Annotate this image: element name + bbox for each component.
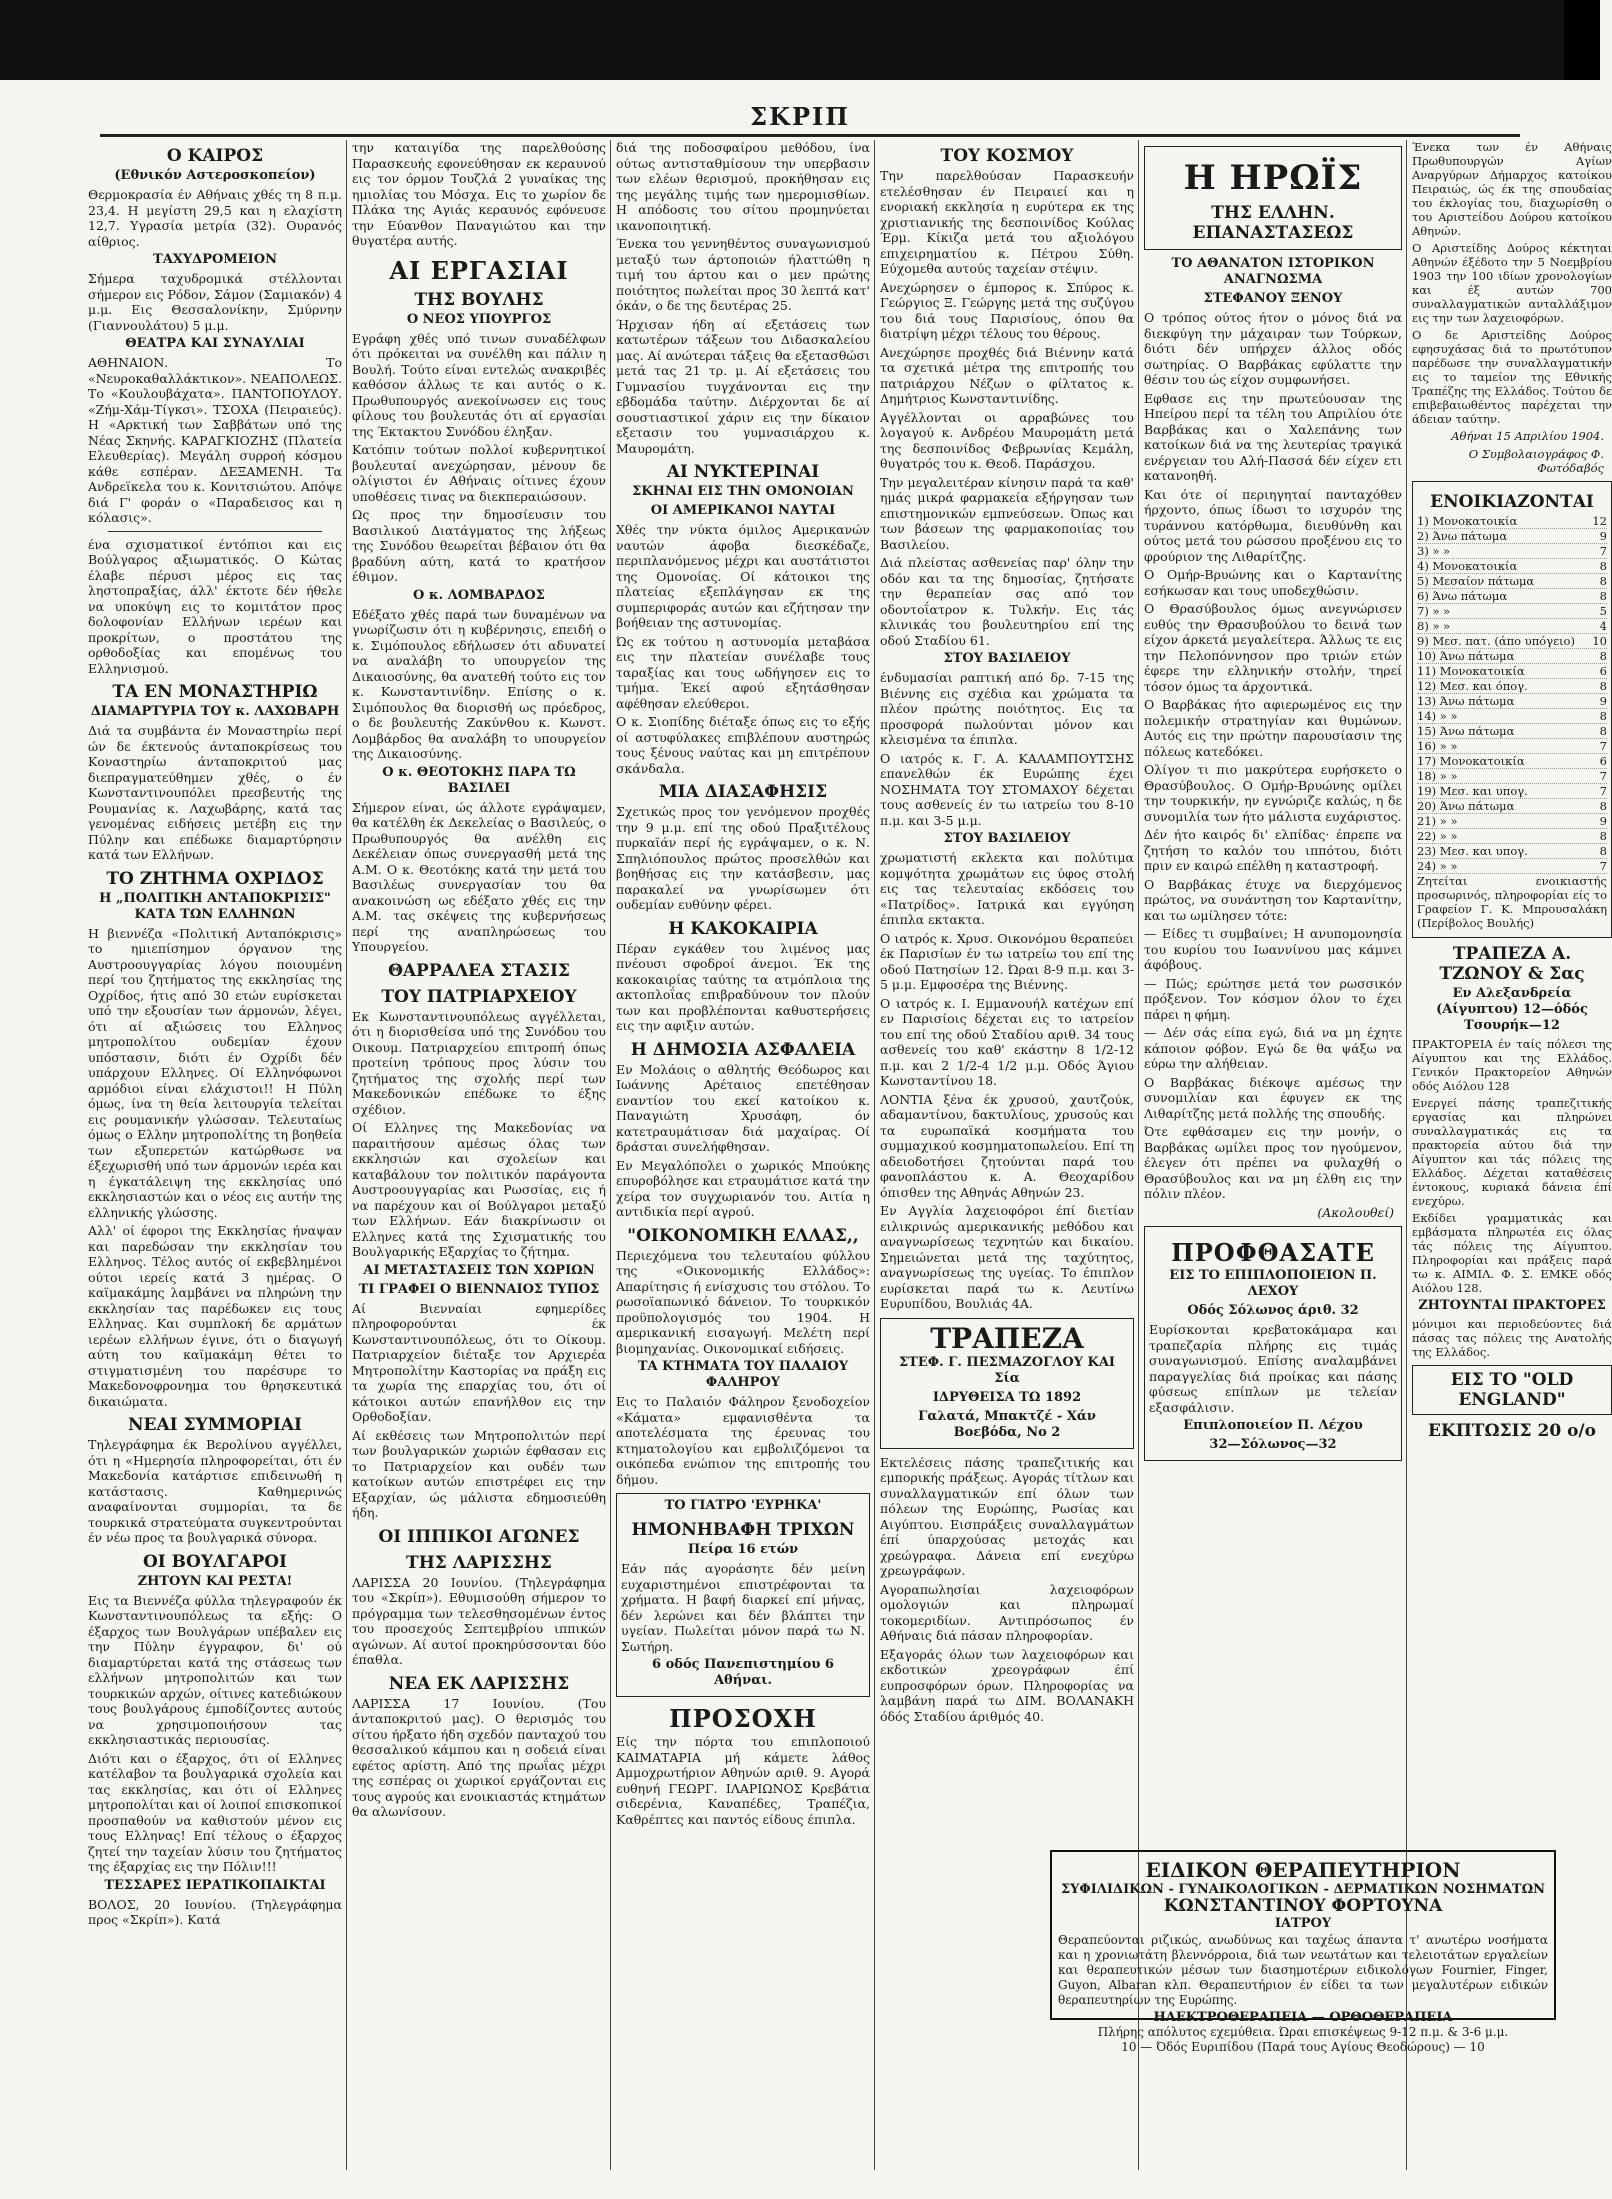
furniture-address: Οδός Σόλωνος άριθ. 32 xyxy=(1187,1303,1359,1318)
parliament-heading: ΑΙ ΕΡΓΑΣΙΑΙ xyxy=(389,255,569,285)
furniture-number: 32—Σόλωνος—32 xyxy=(1209,1437,1337,1452)
doctor-ad-text: Ο ιατρός κ. Γ. Α. ΚΑΛΑΜΠΟΥΤΣΗΣ επανελθών έκ Ευρώπης έχει ΝΟΣΗΜΑΤΑ ΤΟΥ ΣΤΟΜΑΧΟΥ δέχεται τους ασθενείς έν τω ιατρείω του 8-10 π.μ. και 3-5 μ.μ. xyxy=(880,750,1134,828)
rental-item-left xyxy=(1417,859,1458,873)
rental-item-number: 7) xyxy=(1417,604,1429,618)
minister-text-2: Κατόπιν τούτων πολλοί κυβερνητικοί βουλευταί ανεχώρησαν, μένουν δε ολίγιστοι έν Αθήναις οίτινες έχουν υποθέσεις τινας να διεκπεραιώσουν. xyxy=(352,442,606,504)
theotokis-text: Σήμερον είναι, ώς άλλοτε εγράψαμεν, θα κατέλθη έκ Δεκελείας ο Βασιλεύς, ο Πρωθυπουργός θα ανέλθη εις Δεκέλειαν όπως συνεργασθή μετά της Α.Μ. Ο κ. Θεοτόκης κατά την μετά του Βασιλέως συνεργασίαν του θα ανακοινώση ως εδέξατο χθές εις την Α.Μ. τας σκέψεις της κυβερνήσεως περί της αναπληρώσεως του Υπουργείου. xyxy=(352,799,606,954)
rental-item-number: 12) xyxy=(1417,679,1437,693)
rental-item-value: 8 xyxy=(1599,724,1607,738)
rental-item-value: 8 xyxy=(1599,829,1607,843)
rental-item-number: 13) xyxy=(1417,694,1437,708)
world-text: Την παρελθούσαν Παρασκευήν ετελέσθησαν έν Πειραιεί και η ενοριακή εκκλησία η ευρύτερα εκ της χριστιανικής της δεσποινίδος Κούλας Έρμ. Κίκιζα μετά του αξιολόγου επιχειρηματίου κ. Πέτρου Σύθη. Εύχομεθα αυτούς ταχείαν στέψιν. xyxy=(880,168,1134,276)
patriarchate-text-2: Οί Ελληνες της Μακεδονίας να παραιτήσουν αμέσως όλας των εκκλησιών και σχολείων και καταβάλουν τον πολιτικόν παράγοντα Αυστροουγγαρίας και Ρωσσίας, εις ή να παρέχουν και οί Βούλγαροι μεταξύ των Ελλήνων. Εάν διακρίνωσιν οι Ελληνες κατά της Σχισματικής του Βουλγαρικής Εξαρχίας το ζήτημα. xyxy=(352,1120,606,1259)
rental-item-left xyxy=(1417,619,1450,633)
rental-item-value: 7 xyxy=(1599,739,1607,753)
parliament-heading-2: ΤΗΣ ΒΟΥΛΗΣ xyxy=(414,289,544,310)
bank-ad xyxy=(880,1318,1134,1449)
serial-text-6: Ο Βαρβάκας ήτο αφιερωμένος εις την πολεμικήν στρατηγίαν και θυμώνων. Αυτός εις την πρώτην παρουσίασιν της πόλεως κατεδόκει. xyxy=(1144,697,1402,759)
rental-item-value: 5 xyxy=(1599,604,1607,618)
rental-item xyxy=(1417,544,1607,559)
clinic-ad xyxy=(1050,1850,1556,2054)
rental-item xyxy=(1417,814,1607,829)
larissa-heading: ΝΕΑ ΕΚ ΛΑΡΙΣΣΗΣ xyxy=(388,1673,570,1694)
rental-item-label: » » xyxy=(1432,604,1451,618)
serial-text-2: Εφθασε εις την πρωτεύουσαν της Ηπείρου περί τα τέλη του Απριλίου ότε Βαρβάκας και ο Χαλεπάνης των κατοίκων διά να της λευτερίας τραγικά ενέργειαν του Αλή-Πασσά δέν είχεν ετι κατανοηθή. xyxy=(1144,390,1402,483)
rental-item-number: 5) xyxy=(1417,574,1429,588)
serial-text-3: Και ότε οί περιηγηταί πανταχόθεν ήρχοντο, όπως ίδωσι το ισχυρόν της τυράννου κατόρθωμα, διευθύνθη και ούτος μετά του ρώσσου προξένου εις το φρούριον της Λιθαρίτζης. xyxy=(1144,486,1402,564)
rental-item-label: Μεσ. και όπογ. xyxy=(1439,679,1528,693)
rental-item-label: Άνω πάτωμα xyxy=(1439,694,1515,708)
world-text-3: Ανεχώρησε προχθές διά Βιέννην κατά τα σχετικά μέτρα της επιτροπής του πατριάρχου Νέζων ο φίλτατος κ. Δημήτριος Κωνσταντινίδης. xyxy=(880,344,1134,406)
tzon-bank-agencies: ΠΡΑΚΤΟΡΕΙΑ έν ταίς πόλεσι της Αίγυπτου και της Ελλάδος. Γενικόν Πρακτορείον Αθηνών οδός Αιόλου 128 xyxy=(1412,1037,1612,1093)
king-store-text-2: χρωματιστή εκλεκτα και πολύτιμα κομψότητα χρωμάτων εις ύφος στολή εις τας τελευταίας εκδόσεις του «Πατρίδος». Ιατρικά και εγγύηση έπιπλα εκτακτα. xyxy=(880,850,1134,927)
rental-item-number: 9) xyxy=(1417,634,1429,648)
harvest-text: διά της ποδοσφαίρου μεθόδου, ίνα ούτως αντισταθμίσουν την υπερβασιν των ελέων θερισμού, προκήθησαν εις της μεγάλης τιμής των ημερομισθίων. Η απόδοσις του σίτου προμηνύεται ικανοποιητική. xyxy=(616,140,870,233)
rental-item xyxy=(1417,604,1607,619)
rental-item xyxy=(1417,649,1607,664)
column-rule xyxy=(346,140,347,2170)
rental-item-left xyxy=(1417,799,1514,813)
bank-text-2: Αγοραπωλησίαι λαχειοφόρων ομολογιών και πληρωμαί τοκομεριδίων. Αντιπρόσωπος έν Αθήναις διά πάσαν πληροφορίαν. xyxy=(880,1581,1134,1643)
bank-heading: ΤΡΑΠΕΖΑ xyxy=(930,1321,1084,1355)
rentals-heading: ΕΝΟΙΚΙΑΖΟΝΤΑΙ xyxy=(1430,492,1594,512)
rental-item-number: 11) xyxy=(1417,664,1437,678)
rental-item-left xyxy=(1417,709,1458,723)
rental-item-value: 8 xyxy=(1599,559,1607,573)
rental-item-left xyxy=(1417,829,1458,843)
world-text-5: Την μεγαλειτέραν κίνησιν παρά τα καθ' ημάς μικρά φαρμακεία εξήργησαν των επιστημονικών εμπνεύσεων. Όπως και των βάσεων της φαρμακοποιίας του Βασιλείου. xyxy=(880,474,1134,552)
night-text-3: Ο κ. Σιοπίδης διέταξε όπως εις το εξής οί αστυφύλακες επιβλέπουν αυστηρώς τους ξένους ναύτας και μη επιτρέπουν σκάνδαλα. xyxy=(616,714,870,776)
bad-weather-text: Πέραν εγκάθεν του λιμένος μας πνέουσι σφοδροί άνεμοι. Έκ της κακοκαιρίας ταύτης τα ατμόπλοια της ακτοπλοΐας επιβραδύνουν τον πλούν των και προβλέπονται καθυστερήσεις εις την αφιξιν αυτών. xyxy=(616,940,870,1033)
lombard-heading: Ο κ. ΛΟΜΒΑΡΔΟΣ xyxy=(413,587,545,603)
serial-text-4: Ο Ομήρ-Βρυώνης και ο Καρτανίτης εσήκωσαν και τους υποδεχθώσιν. xyxy=(1144,567,1402,598)
rental-item-left xyxy=(1417,589,1507,603)
night-heading-2: ΣΚΗΝΑΙ ΕΙΣ ΤΗΝ ΟΜΟΝΟΙΑΝ xyxy=(632,484,854,499)
lombard-text: Εδέξατο χθές παρά των δυναμένων να γνωρίζωσιν ότι η κυβέρνησις, επειδή ο κ. Σιμόπουλος εδήλωσεν ότι αδυνατεί να αναλάβη το υπουργείον της Δικαιοσύνης, θα ανατεθή τούτο εις τον κ. Κωνσταντινίδην. Επίσης ο κ. Σιμόπουλος θα διορισθή ως πρόεδρος, ο δε βουλευτής Ζακύνθου κ. Κωνστ. Λομβάρδος θα αναλάβη το υπουργείον της Δικαιοσύνης. xyxy=(352,606,606,761)
ochrid-text-2: Αλλ' οί έφοροι της Εκκλησίας ήναψαν και παρεδώσαν την εκκλησίαν του Ελληνος. Τέλος αυτός οί εκβεβλημένοι ούτοι ιερείς κατά 3 ημέρας. Ο καϊμακάμης λαμβάνει να πληρώνη την εκκλησίαν τας παρέδωκεν εις τους Ελληνας. Και συμπλοκή δε αρμάτων ιερέων ελλήνων έγινε, ότι ο διαγωγή αύτη του καϊμακάμη θέτει το στιγματισμένη του παρέσυρε το Μακεδονοφρονημα του θρησκευτικά δικαιώματα. xyxy=(88,1223,342,1409)
tzon-bank-subheading: Εν Αλεξανδρεία (Αίγυπτου) 12—όδός Τσουρήκ—12 xyxy=(1436,986,1588,1033)
column-2 xyxy=(352,140,606,2170)
rental-item xyxy=(1417,589,1607,604)
hair-dye-subheading: Πείρα 16 ετών xyxy=(687,1542,799,1557)
rental-item-value: 8 xyxy=(1599,709,1607,723)
vienna-text: Αί Βιενναίαι εφημερίδες πληροφορούνται έκ Κωνσταντινουπόλεως, ότι το Οίκουμ. Πατριαρχείον διέταξε τον Αρχιερέα Μητροπολίτην Καστορίας να πράξη εις τα χωρία της επαρχίας του, ότι οί κάτοικοι αυτών επανήλθον εις την Ορθοδοξίαν. xyxy=(352,1300,606,1424)
patriarchate-text: Εκ Κωνσταντινουπόλεως αγγέλλεται, ότι η διορισθείσα υπό της Συνόδου του Οικουμ. Πατριαρχείου επιτροπή όπως προτείνη τρόπους προς λύσιν του ζητήματος της σχολής περί των Μακεδονικών επέδωκε το έξης σχέδιον. xyxy=(352,1008,606,1117)
rental-item-number: 3) xyxy=(1417,544,1429,558)
divider xyxy=(108,531,322,532)
king-store-text: ένδυμασίαι ραπτική από δρ. 7-15 της Βιέννης εις σχέδια και χρώματα τα πλέον πρώτης ποιότητος. Εις τα προσφορά πωλούνται μόνον και κλεισμένα τα έπιπλα. xyxy=(880,670,1134,747)
serial-continues: (Ακολουθεί) xyxy=(1317,1204,1394,1220)
rental-item-left xyxy=(1417,529,1507,543)
serial-heading: Η ΗΡΩΪΣ xyxy=(1183,158,1363,198)
rental-item-label: Μονοκατοικία xyxy=(1439,754,1525,768)
rental-item xyxy=(1417,634,1607,649)
clinic-address: 10 — Όδός Ευριπίδου (Παρά τους Αγίους Θεοδώρους) — 10 xyxy=(1121,2040,1485,2054)
rental-item xyxy=(1417,739,1607,754)
rental-item-value: 7 xyxy=(1599,544,1607,558)
bank-address: Γαλατά, Μπακτζέ - Χάν Βοεβόδα, Νο 2 xyxy=(918,1408,1096,1440)
clarification-heading: ΜΙΑ ΔΙΑΣΑΦΗΣΙΣ xyxy=(658,782,828,802)
legal-notice-text: Ένεκα των έν Αθήναις Πρωθυπουργών Αγίων Αναργύρων Δήμαρχος κατοίκου Πειραιώς, ώς έκ της σπουδαίας του έκλογίας του, διαχωρίσθη ο του Αριστείδου Δούρου κατοίκου Αθηνών. xyxy=(1412,140,1612,238)
horse-race-heading-2: ΤΗΣ ΛΑΡΙΣΣΗΣ xyxy=(406,1552,552,1573)
rental-item-label: Μεσαίον πάτωμα xyxy=(1432,574,1535,588)
rental-item-value: 9 xyxy=(1599,529,1607,543)
rental-item-number: 8) xyxy=(1417,619,1429,633)
exams-text: Ήρχισαν ήδη αί εξετάσεις των κατωτέρων τάξεων του Διδασκαλείου μας. Αί ανώτεραι τάξεις θα εξετασθώσι μετά τας 21 τρ. μ. Αί εξετάσεις του Γυμνασίου τυγχάνονται εις την εβδομάδα ταύτην. Διέρχονται δε αί σουστιαστικοί χάριν εις την δίκαιον εξετασιν του γυμνασιάρχου κ. Μαυρομάτη. xyxy=(616,316,870,456)
night-text-2: Ώς εκ τούτου η αστυνομία μεταβάσα εις την πλατείαν συνέλαβε τους ταραξίας και τους ωδήγησεν εις το τμήμα. Έκεί αφού εξητάσθησαν αφέθησαν ελεύθεροι. xyxy=(616,633,870,711)
rental-item-number: 6) xyxy=(1417,589,1429,603)
column-1 xyxy=(88,140,342,2170)
rental-item-left xyxy=(1417,784,1528,798)
legal-notice-date: Αθήναι 15 Απριλίου 1904. xyxy=(1451,429,1604,443)
rental-item-label: » » xyxy=(1439,769,1458,783)
rental-item-number: 19) xyxy=(1417,784,1437,798)
intro-text: ένα σχισματικοί έντόπιοι και εις Βούλγαρος αξιωματικός. Ο Κώτας έλαβε πέρυσι μέρος εις τας ληστοπραξίας, άλλ' έκτοτε δέν ήθελε να υποκύψη εις το κομιτάτον προς δολοφονίαν Ελλήνων ιερέων και προκρίτων, ο προστάτου της ορθοδοξίας και επομένως του Ελληνισμού. xyxy=(88,536,342,676)
rental-item-value: 9 xyxy=(1599,814,1607,828)
page-top-band xyxy=(0,0,1600,80)
rental-item-number: 14) xyxy=(1417,709,1437,723)
serial-text-10: — Είδες τι συμβαίνει; Η ανυπομονησία του κυρίου του Ιωαννίνου μας κάμνει άφόβους. xyxy=(1144,926,1402,972)
clarification-text: Σχετικώς προς τον γενόμενον προχθές την 9 μ.μ. επί της οδού Πραξιτέλους πυρκαϊάν περί ής εγράψαμεν, ο κ. Ν. Σπηλιόπουλος πρώτος προσελθών και βοηθήσας εις την κατάσβεσιν, μας παρακαλεί να γνωρίσωμεν ότι ουδεμίαν ευθύνην φέρει. xyxy=(616,804,870,912)
rental-item-left xyxy=(1417,739,1458,753)
post-heading: ΤΑΧΥΔΡΟΜΕΙΟΝ xyxy=(153,252,277,267)
rental-item-number: 4) xyxy=(1417,559,1429,573)
hair-dye-address: 6 οδός Πανεπιστημίου 6 Αθήναι. xyxy=(652,1657,834,1688)
serial-text-13: Ο Βαρβάκας διέκοψε αμέσως την συνομιλίαν και έφυγεν εκ της Λιθαρίτζης μετά πολλής της σπουδής. xyxy=(1144,1074,1402,1121)
storm-text: την καταιγίδα της παρελθούσης Παρασκευής εφονεύθησαν εκ κεραυνού εις τον όρμον Τουζλά 2 γυναίκας της ημιολίας του Μόσχα. Εις το χωρίον δε Πλάκα της Αγιάς κεραυνός εφόνευσε την Εύανθον Παναγιώτου και την θυγατέρα αυτής. xyxy=(352,140,606,248)
rental-item-label: Μονοκατοικία xyxy=(1432,514,1518,528)
world-text-4: Αγγέλλονται οι αρραβώνες του λογαγού κ. Ανδρέου Μαυρομάτη μετά της δεσποινίδος Φεβρωνίας Κεμάλη, θυγατρός του κ. Θεοδ. Παράσχου. xyxy=(880,409,1134,471)
rental-item-left xyxy=(1417,604,1450,618)
rental-item-left xyxy=(1417,844,1528,858)
minister-heading: Ο ΝΕΟΣ ΥΠΟΥΡΓΟΣ xyxy=(406,311,552,327)
public-safety-text: Εν Μολάοις ο αθλητής Θεόδωρος και Ιωάννης Αρέταιος επετέθησαν εναντίον του εκεί κατοίκου κ. Παναγιώτη Χρυσάφη, όν κατετραυμάτισαν διά μαχαίρας. Οί δράσται συνελήφθησαν. xyxy=(616,1061,870,1154)
rental-item xyxy=(1417,769,1607,784)
rental-item-value: 6 xyxy=(1599,664,1607,678)
rental-item-left xyxy=(1417,679,1528,693)
king-store-heading: ΣΤΟΥ ΒΑΣΙΛΕΙΟΥ xyxy=(943,651,1071,666)
rental-item-value: 8 xyxy=(1599,844,1607,858)
rental-item-label: Μεσ. πατ. (άπο υπόγειο) xyxy=(1432,634,1575,648)
bank-name: ΣΤΕΦ. Γ. ΠΕΣΜΑΖΟΓΛΟΥ ΚΑΙ Σία xyxy=(898,1354,1115,1386)
rental-item-value: 8 xyxy=(1599,649,1607,663)
rental-item-left xyxy=(1417,754,1525,768)
bank-founded: ΙΔΡΥΘΕΙΣΑ ΤΩ 1892 xyxy=(932,1389,1082,1405)
rental-item-value: 7 xyxy=(1599,859,1607,873)
rental-item-left xyxy=(1417,649,1514,663)
serial-header-box xyxy=(1144,146,1402,250)
furniture-heading: ΠΡΟΦΘΑΣΑΤΕ xyxy=(1171,1238,1375,1267)
rental-item-value: 10 xyxy=(1592,634,1607,648)
rentals-text: Ζητείται ενοικιαστής προσωρινός, πληροφορίαι είς το Γραφείον Γ. Κ. Μπρουσαλάκη (Περίβολος Βουλής) xyxy=(1417,874,1607,930)
serial-text-8: Δέν ήτο καιρός δι' ελπίδας· έπρεπε να ζητήση το καλόν του ιππότου, διότι πριν εν καιρώ επέλθη η καταστροφή. xyxy=(1144,827,1402,873)
rental-item-left xyxy=(1417,559,1517,573)
rental-item-number: 24) xyxy=(1417,859,1437,873)
rental-item xyxy=(1417,559,1607,574)
agents-wanted-text: μόνιμοι και περιοδεύοντες διά πάσας τας πόλεις της Ανατολής της Ελλάδος. xyxy=(1412,1317,1612,1359)
public-safety-heading: Η ΔΗΜΟΣΙΑ ΑΣΦΑΛΕΙΑ xyxy=(630,1039,856,1060)
rental-item-label: Μονοκατοικία xyxy=(1439,664,1525,678)
rentals-ad xyxy=(1412,481,1612,938)
tzon-bank-heading: ΤΡΑΠΕΖΑ Α. ΤΖΩΝΟΥ & Σας xyxy=(1439,944,1585,984)
agents-wanted-heading: ΖΗΤΟΥΝΤΑΙ ΠΡΑΚΤΟΡΕΣ xyxy=(1418,1298,1606,1313)
furniture-subheading: ΕΙΣ ΤΟ ΕΠΙΠΛΟΠΟΙΕΙΟΝ Π. ΛΕΧΟΥ xyxy=(1169,1268,1377,1299)
rental-item-left xyxy=(1417,544,1450,558)
bank-text: Εκτελέσεις πάσης τραπεζιτικής και εμπορικής πράξεως. Αγοράς τίτλων και συναλλαγματικών επί όλων των πόλεων της Ευρώπης, Ρωσίας και Αιγύπτου. Εισπράξεις συναλλαγμάτων έπί ύπαρχούσας μετοχάς και χρεώγραφα. Δάνεια επί ενεχύρω χρεωγράφων. xyxy=(880,1454,1134,1578)
rental-item-number: 16) xyxy=(1417,739,1437,753)
serial-text-12: — Δέν σάς είπα εγώ, διά να μη έχητε κάποιον φόβον. Εγώ δε θα ψάξω να εύρω την αλήθειαν. xyxy=(1144,1025,1402,1071)
larissa-text: ΛΑΡΙΣΣΑ 17 Ιουνίου. (Του άνταποκριτού μας). Ο θερισμός του σίτου ήρξατο ήδη σχεδόν πανταχού του θεσσαλικού κάμπου και η σοδειά είναι εφέτος αρίστη. Από της πρωΐας μέχρι της εσπέρας οι χωρικοί εργάζονται εις τους αγρούς και ενοικιαστάς κτημάτων θα αλωνίσουν. xyxy=(352,1695,606,1819)
rental-item-left xyxy=(1417,694,1514,708)
rental-item-value: 9 xyxy=(1599,694,1607,708)
rental-item xyxy=(1417,709,1607,724)
bread-text: Ένεκα του γεννηθέντος συναγωνισμού μεταξύ των άρτοποιών ήλαττώθη η τιμή του άρτου και ο μεν πρώτης ποιότητος πωλείται προς 30 λεπτά κατ' όκάν, ο δε της δευτέρας 25. xyxy=(616,236,870,313)
rental-item-label: Άνω πάτωμα xyxy=(1432,529,1508,543)
night-text: Χθές την νύκτα όμιλος Αμερικανών ναυτών άφοβα διεσκέδαζε, περιπλανόμενος μέχρι και αυστάτιστοι της Ομονοίας. Οί κάτοικοι της πλατείας εξεπλάγησαν εκ της συμπεριφοράς αυτών και εζήτησαν την βοήθειαν της αστυνομίας. xyxy=(616,522,870,630)
furniture-signature: Επιπλοποιείον Π. Λέχου xyxy=(1183,1418,1363,1433)
rental-item xyxy=(1417,679,1607,694)
rental-item-value: 8 xyxy=(1599,574,1607,588)
clinic-hours: Πλήρης απόλυτος εχεμύθεια. Ώραι επισκέψεως 9-12 π.μ. & 3-6 μ.μ. xyxy=(1097,2025,1509,2039)
bulgarians-heading: ΟΙ ΒΟΥΛΓΑΡΟΙ xyxy=(143,1551,287,1572)
rental-item xyxy=(1417,574,1607,589)
ochrid-heading: ΤΟ ΖΗΤΗΜΑ ΟΧΡΙΔΟΣ xyxy=(106,868,324,889)
rental-item-label: » » xyxy=(1439,709,1458,723)
rental-item-number: 15) xyxy=(1417,724,1437,738)
rental-item-number: 23) xyxy=(1417,844,1437,858)
economic-heading: "ΟΙΚΟΝΟΜΙΚΗ ΕΛΛΑΣ,, xyxy=(627,1225,859,1246)
rental-item-label: Μεσ. και υπογ. xyxy=(1439,784,1528,798)
rental-item-number: 10) xyxy=(1417,649,1437,663)
bank-text-3: Εξαγοράς όλων των λαχειοφόρων και εκδοτικών χρεογράφων έπί ευπροσφόρων όρων. Πληροφορίας να λαμβάνη παρά τω ΔΙΜ. ΒΟΛΑΝΑΚΗ όδός Σταδίου άριθμός 40. xyxy=(880,1646,1134,1724)
rental-item-value: 8 xyxy=(1599,679,1607,693)
rental-item xyxy=(1417,799,1607,814)
rental-item-value: 6 xyxy=(1599,754,1607,768)
rental-item xyxy=(1417,514,1607,529)
rental-item-value: 7 xyxy=(1599,769,1607,783)
rental-item-left xyxy=(1417,769,1458,783)
estate-heading: ΤΑ ΚΤΗΜΑΤΑ ΤΟΥ ΠΑΛΑΙΟΥ ΦΑΛΗΡΟΥ xyxy=(637,1359,849,1390)
hair-dye-text: Εάν πάς αγοράσητε δέν μείνη ευχαριστημένοι επιστρέφονται τα χρήματα. Η βαφή διαρκεί επί μήνας, δέν λερώνει και δέν βλάπτει την υγείαν. Πωλείται μόνον παρά τω Ν. Σωτήρη. xyxy=(621,1561,865,1654)
rental-item xyxy=(1417,844,1607,859)
rental-item-label: » » xyxy=(1439,814,1458,828)
masthead-title: ΣΚΡΙΠ xyxy=(750,102,850,131)
weather-text: Θερμοκρασία έν Αθήναις χθές τη 8 π.μ. 23,4. Η μεγίστη 29,5 και η ελαχίστη 12,7. Υγρασία μετρία (32). Ουρανός αίθριος. xyxy=(88,187,342,249)
horse-race-heading: ΟΙ ΙΠΠΙΚΟΙ ΑΓΩΝΕΣ xyxy=(378,1526,580,1547)
lost-items-text: ΛΟΝΤΙΑ ξένα έκ χρυσού, χαυτζούκ, αδαμαντίνου, δακτυλίους, χρυσούς και τα ευρωπαϊκά κοσμήματα του συμμαχικού κοσμηματοπωλείου. Επί τη αδειοδοτήσει ζητούνται παρά του φανοπλάστου κ. Α. Θεοχαρίδου όπισθεν της Αθηνάς Αθηνών 23. xyxy=(880,1091,1134,1200)
rental-item-label: » » xyxy=(1439,739,1458,753)
rental-item-left xyxy=(1417,814,1458,828)
rental-item xyxy=(1417,829,1607,844)
rental-item-value: 12 xyxy=(1592,514,1607,528)
rental-item xyxy=(1417,754,1607,769)
column-3 xyxy=(616,140,870,2170)
page-corner xyxy=(1564,0,1600,80)
clinic-subtitle: ΣΥΦΙΛΙΔΙΚΩΝ - ΓΥΝΑΙΚΟΛΟΓΙΚΩΝ - ΔΕΡΜΑΤΙΚΩΝ ΝΟΣΗΜΑΤΩΝ xyxy=(1060,1882,1546,1897)
rental-item-number: 2) xyxy=(1417,529,1429,543)
bulgarians-text-2: Διότι και ο έξαρχος, ότι οί Ελληνες κατέλαβον τα βουλγαρικά σχολεία και τας εκκλησίας, και ότι οί Ελληνες μητροπολίται και οί λοιποί επισκοπικοί προσπαθούν να καθιστούν μένον εις τους Ελληνας! Επί τέλους ο έξαρχος ζητεί την ταχείαν λύσιν του ζητήματος της έξαρχίας εις την Πόλιν!!! xyxy=(88,1750,342,1874)
rental-item xyxy=(1417,724,1607,739)
clinic-doctor-role: ΙΑΤΡΟΥ xyxy=(1274,1916,1332,1931)
rental-item-left xyxy=(1417,514,1517,528)
tzon-bank-text: Ενεργεί πάσης τραπεζιτικής εργασίας και πληρώνει συναλλαγματικάς εις τα πρακτορεία αύτου διά την Αίγυπτον και τάς πόλεις της Ελλάδος. Δέχεται καταθέσεις έντοκους, κυριακά δάνεια έπί ενεχύρω. xyxy=(1412,1096,1612,1208)
serial-text-5: Ο Θρασύβουλος όμως ανεγνώρισεν ευθύς την Θρασυβούλου το δεινά των είχον άρκετά μεγαλείτερα. Άλλως τε εις την Πελοπόννησον προ τριών ετών έφερε την ελληνικήν στολήν, τηρεί τόσον όμως τα άρχοντικά. xyxy=(1144,601,1402,694)
patriarchate-heading: ΘΑΡΡΑΛΕΑ ΣΤΑΣΙΣ xyxy=(388,960,570,981)
theotokis-heading: Ο κ. ΘΕΟΤΟΚΗΣ ΠΑΡΑ ΤΩ ΒΑΣΙΛΕΙ xyxy=(382,764,576,796)
discount-ad: ΕΚΠΤΩΣΙΣ 20 ο/ο xyxy=(1428,1421,1596,1441)
serial-text-11: — Πώς; ερώτησε μετά τον ρωσσικόν πρόξενον. Τον κόσμον όλον το έχει πάρει η φήμη. xyxy=(1144,975,1402,1022)
rental-item xyxy=(1417,664,1607,679)
clinic-electrotherapy: ΗΛΕΚΤΡΟΘΕΡΑΠΕΙΑ — ΟΡΘΟΘΕΡΑΠΕΙΑ xyxy=(1153,2010,1453,2025)
minister-text: Εγράφη χθές υπό τινων συναδέλφων ότι πρόκειται να συνέλθη και πάλιν η Βουλή. Τούτο είναι εντελώς ανακριβές καθόσον άλλως τε και αυτός ο κ. Πρωθυπουργός ανεκοίνωσεν εις τους φίλους του βουλευτάς ότι αί εργασίαι της Έκτακτου Συνόδου έληξαν. xyxy=(352,330,606,439)
rental-item-left xyxy=(1417,664,1525,678)
vienna-text-2: Αί εκθέσεις των Μητροπολιτών περί των βουλγαρικών χωριών έφθασαν εις το Πατριαρχείον και ουδέν των κατοίκων αυτών επιστρέφει εις την Εξαρχίαν, ώς μάλιστα εδημοσιεύθη ήδη. xyxy=(352,1427,606,1520)
economic-text: Περιεχόμενα του τελευταίου φύλλου της «Οικονομικής Ελλάδος»: Απαρίτησις ή ενίσχυσις του στόλου. Το ρωσοϊαπωνικό δάνειον. Το τουρκικόν προϋπολογισμός του 1904. Η αμερικανική εισαγωγή. Μελέτη περί βιομηχανίας. Οικονομικαί ειδήσεις. xyxy=(616,1247,870,1356)
serial-heading-2: ΤΗΣ ΕΛΛΗΝ. ΕΠΑΝΑΣΤΑΣΕΩΣ xyxy=(1192,203,1354,243)
masthead xyxy=(100,104,1520,137)
rental-item-label: » » xyxy=(1439,859,1458,873)
rental-item-number: 22) xyxy=(1417,829,1437,843)
notice-text: Είς την πόρτα του επιπλοποιού ΚΑΙΜΑΤΑΡΙΑ μή κάμετε λάθος Αμμοχρωτήριον Αθηνών αριθ. 9. Αγορά ευθηνή ΓΕΩΡΓ. ΙΛΑΡΙΩΝΟΣ Κρεβάτια σιδερένια, Καναπέδες, Τραπέζια, Καθρέπτες και παντός είδους έπιπλα. xyxy=(616,1734,870,1827)
world-text-2: Ανεχώρησεν ο έμπορος κ. Σπύρος κ. Γεώργιος Ξ. Γεώργης μετά της συζύγου του διά τους Παρισίους, όπου θα διατρίψη μέχρι τέλους του θέρους. xyxy=(880,279,1134,341)
bulgarians-subheading: ΖΗΤΟΥΝ ΚΑΙ ΡΕΣΤΑ! xyxy=(137,1573,293,1589)
bishops-text: ΒΟΛΟΣ, 20 Ιουνίου. (Τηλεγράφημα προς «Σκρίπ»). Κατά xyxy=(88,1896,342,1927)
gangs-heading: ΝΕΑΙ ΣΥΜΜΟΡΙΑΙ xyxy=(127,1415,303,1435)
ochrid-subheading: Η „ΠΟΛΙΤΙΚΗ ΑΝΤΑΠΟΚΡΙΣΙΣ" ΚΑΤΑ ΤΩΝ ΕΛΛΗΝΩΝ xyxy=(99,890,331,922)
rental-item-label: Άνω πάτωμα xyxy=(1439,799,1515,813)
serial-author: ΣΤΕΦΑΝΟΥ ΞΕΝΟΥ xyxy=(1203,291,1343,306)
weather-heading: Ο ΚΑΙΡΟΣ xyxy=(166,146,264,166)
rental-item-number: 18) xyxy=(1417,769,1437,783)
post-text: Σήμερα ταχυδρομικά στέλλονται σήμερον εις Ρόδον, Σάμον (Σαμιακόν) 4 μ.μ. Εις Θεσσαλονίκην, Σμύρνην (Γιαννουλάτου) 5 μ.μ. xyxy=(88,271,342,333)
notice-heading: ΠΡΟΣΟΧΗ xyxy=(669,1704,817,1733)
doctor-ad-text-3: Ο ιατρός κ. Ι. Εμμανουήλ κατέχων επί εν Παρισίοις δέχεται εις το ιατρείον του επί της οδού Σταδίου αριθ. 34 τους ασθενείς του καθ' εκάστην 8 1/2-12 π.μ. και 2 1/2-4 1/2 μ.μ. Οδός Άγιου Κωνσταντίνου 18. xyxy=(880,995,1134,1088)
night-heading: ΑΙ ΝΥΚΤΕΡΙΝΑΙ xyxy=(666,462,820,482)
rental-item-number: 1) xyxy=(1417,514,1429,528)
monastir-subheading: ΔΙΑΜΑΡΤΥΡΙΑ ΤΟΥ κ. ΛΑΧΩΒΑΡΗ xyxy=(90,704,340,719)
rental-item-label: Μονοκατοικία xyxy=(1432,559,1518,573)
monastir-text: Διά τα συμβάντα έν Μοναστηρίω περί ών δε έκτενούς άνταποκρίσεως του Κοναστηρίω άνταποκριτού μας διεπραγματεύθημεν χθές, ο έν Κωνσταντινουπόλει πρεσβευτής της Ρουμανίας κ. Λαχωβάρης, κατά τας γενομένας ειδήσεις μετέβη εις την Πύλην και επέδωκε διαμαρτύρησιν κατά των Ελλήνων. xyxy=(88,723,342,862)
theatres-text: ΑΘΗΝΑΙΟΝ. Το «Νευροκαθαλλάκτικον». ΝΕΑΠΟΛΕΩΣ. Το «Κουλουβάχατα». ΠΑΝΤΟΠΟΥΛΟΥ. «Ζήμ-Χάμ-Τίγκσι». ΤΣΟΧΑ (Πειραιεύς). Η «Αρκτική των Σαββάτων υπό της Νέας Σκηνής. ΚΑΡΑΓΚΙΟΖΗΣ (Πλατεία Ελευθερίας). Μεγάλη συρροή κόσμου κάθε εσπέραν. ΔΕΞΑΜΕΝΗ. Τα Ανδρεϊκελα του κ. Κονιτσιώτου. Απόψε διά Γ' φοράν ο «Παραδεισος και η κόλασις». xyxy=(88,355,342,525)
rental-item-number: 21) xyxy=(1417,814,1437,828)
public-safety-text-2: Εν Μεγαλόπολει ο χωρικός Μπούκης επυροβόλησε και ετραυμάτισε κατά την χείρα τον συγχωριανόν του. Αιτία η αντιδικία περί αγρού. xyxy=(616,1157,870,1219)
serial-text-9: Ο Βαρβάκας έτυχε να διερχόμενος πρώτος, να συνάντηση τον Καρτανίτην, και τω ωμίλησεν τότε: xyxy=(1144,876,1402,923)
hair-dye-ad xyxy=(616,1493,870,1697)
horse-race-text: ΛΑΡΙΣΣΑ 20 Ιουνίου. (Τηλεγράφημα του «Σκρίπ»). Εθυμισούθη σήμερον το πρόγραμμα των τελεσθησομένων έντος του προσεχούς Σεπτεμβρίου ιππικών αγώνων. Αί αυτοί προκηρύσσονται δύο έπαθλα. xyxy=(352,1574,606,1667)
doctor-ad-text-2: Ο ιατρός κ. Χρυσ. Οικονόμου θεραπεύει έκ Παρισίων έν τω ιατρείω του επί της οδού Πατησίων 12. Ώραι 8-9 π.μ. και 3-5 μ.μ. Εμφοσέρα της Βιέννης. xyxy=(880,930,1134,992)
ochrid-text: Η βιεννέζα «Πολιτική Ανταπόκρισις» το ημιεπίσημον όργανον της Αυστροουγγαρίας λόγου ποιουμένη περί του ζητήματος της εκκλησίας της Οχρίδος, ήτις από 30 ετών ευρίσκεται υπό την εξουσίαν των άρμονών, λέγει, ότι αί αξιώσεις του Ελληνος μητροπολίτου ουδεμίαν έχουν υπόστασιν, διότι έν Οχρίδι δέν υπάρχουν Ελληνες. Οί Ελληνόφωνοι αρμόδιοι είναι ελάχιστοι!! Η Πύλη όμως, ίνα τη θεία λειτουργία τελείται εις ρουμανικήν γλώσσαν. Τελευταίως όμως ο Ελλην μητροπολίτης τη βοηθεία των εξυπερετών κατώρθωσε να έξεχωρισθή υπό των άρμονών ιερέα και η έγκατάλειψη της εκκλησίας υπό εκκλησιαστών και ο νέος εις αυτήν της ελληνικής γλώσσης. xyxy=(88,925,342,1220)
rental-item-label: » » xyxy=(1432,544,1451,558)
rental-item-label: Άνω πάτωμα xyxy=(1439,649,1515,663)
clinic-title: ΕΙΔΙΚΟΝ ΘΕΡΑΠΕΥΤΗΡΙΟΝ xyxy=(1145,1858,1461,1882)
rental-item-left xyxy=(1417,724,1514,738)
column-rule xyxy=(610,140,611,2170)
theatres-heading: ΘΕΑΤΡΑ ΚΑΙ ΣΥΝΑΥΛΙΑΙ xyxy=(125,336,305,351)
minister-text-3: Ως προς την δημοσίευσιν του Βασιλικού Διατάγματος της λήξεως της Συνόδου θεωρείται βέβαιον ότι θα βραδύνη αύτη, κατά το κρατήσον έθιμον. xyxy=(352,507,606,584)
rental-item-value: 7 xyxy=(1599,784,1607,798)
rental-item xyxy=(1417,529,1607,544)
rental-item-left xyxy=(1417,634,1575,648)
column-rule xyxy=(874,140,875,2170)
rentals-list xyxy=(1417,514,1607,874)
rental-item xyxy=(1417,859,1607,874)
rental-item-label: » » xyxy=(1439,829,1458,843)
serial-text-7: Ολίγον τι πιο μακρύτερα ευρήσκετο ο Θρασύβουλος. Ο Ομήρ-Βρυώνης ομίλει την τουρκικήν, ην εγνώριζε καλώς, η δε συνομιλία των ήτο μάλιστα ευχάριστος. xyxy=(1144,762,1402,824)
monastir-heading: ΤΑ ΕΝ ΜΟΝΑΣΤΗΡΙΩ xyxy=(112,682,318,702)
world-text-6: Διά πλείστας ασθενείας παρ' όλην την οδόν και τα της δημοσίας, ζητήσατε την θεραπείαν σας από τον οδοντοΐατρον κ. Τυλκήν. Εις τάς κλινικάς του βουλευτηρίου επί της οδού Σταδίου 61. xyxy=(880,555,1134,648)
rental-item xyxy=(1417,784,1607,799)
rental-item-label: Άνω πάτωμα xyxy=(1439,724,1515,738)
vienna-heading: ΤΙ ΓΡΑΦΕΙ Ο ΒΙΕΝΝΑΙΟΣ ΤΥΠΟΣ xyxy=(358,1281,600,1297)
world-heading: ΤΟΥ ΚΟΣΜΟΥ xyxy=(940,146,1074,166)
rental-item-number: 17) xyxy=(1417,754,1437,768)
legal-notice-text-3: Ο δε Αριστείδης Δούρος εφησυχάσας διά το πρωτότυπον παρέδωσε την συναλλαγματικήν εις το ταμείον της Εθνικής Τραπέζης της Ελλάδος. Τούτου δε επιβεβαιωθέντος παρέχεται την άδειαν ταύτην. xyxy=(1412,328,1612,426)
estate-text: Εις το Παλαιόν Φάληρον ξενοδοχείον «Κάματα» εμφανισθέντα τα αποτελέσματα της έρευνας του κτηματολογίου και εμβολιζόμενοι τα οικόπεδα ενώπιον της επιτροπής του δήμου. xyxy=(616,1394,870,1487)
patriarchate-heading-2: ΤΟΥ ΠΑΤΡΙΑΡΧΕΙΟΥ xyxy=(381,986,577,1007)
bishops-heading: ΤΕΣΣΑΡΕΣ ΙΕΡΑΤΙΚΟΠΑΙΚΤΑΙ xyxy=(104,1877,326,1893)
serial-text-14: Ότε εφθάσαμεν εις την μονήν, ο Βαρβάκας ωμίλει προς τον ηγούμενον, έλεγεν ότι πρέπει να φυλαχθή ο Θρασύβουλος και να μη έλθη εις την πόλιν πλέον. xyxy=(1144,1124,1402,1201)
rental-item-left xyxy=(1417,574,1534,588)
bulgarians-text: Εις τα Βιεννέζα φύλλα τηλεγραφούν έκ Κωνσταντινουπόλεως τα εξής: Ο έξαρχος των Βουλγάρων υπέβαλεν εις την Πύλην έγγραφον, δι' ού διαμαρτύρεται κατά της στάσεως των ελλήνων μητροπολιτών και των τουρκικών αρχών, οίτινες κατεδιώκουν τους βουλγάρους έμποδίζοντες αυτούς να χρησιμοποιήσουν τας εκκλησιαστικάς περιουσίας. xyxy=(88,1592,342,1747)
rental-item xyxy=(1417,619,1607,634)
rental-item-label: » » xyxy=(1432,619,1451,633)
rental-item-number: 20) xyxy=(1417,799,1437,813)
rental-item-value: 8 xyxy=(1599,799,1607,813)
legal-notice-signature: Ο Συμβολαιογράφος Φ. Φωτόδαβός xyxy=(1468,447,1604,475)
rental-item-value: 4 xyxy=(1599,619,1607,633)
old-england-ad: ΕΙΣ ΤΟ "OLD ENGLAND" xyxy=(1412,1365,1612,1415)
tzon-bank-text-2: Εκδίδει γραμματικάς και εμβάσματα πληρωτέα εις όλας τάς πόλεις της Αίγυπτου. Πληροφορίαι και πράξεις παρά τω κ. ΑΙΜΙΛ. Φ. Σ. ΕΜΚΕ οδός Αιόλου 128. xyxy=(1412,1211,1612,1295)
weather-subheading: (Εθνικόν Αστεροσκοπείον) xyxy=(114,168,316,183)
rental-item xyxy=(1417,694,1607,709)
rental-item-label: Μεσ. και υπογ. xyxy=(1439,844,1528,858)
serial-text: Ο τρόπος ούτος ήτον ο μόνος διά να διεκφύγη την μάχαιραν των Τούρκων, διότι δέν υπήρχεν άλλος οδός σωτηρίας. Ο Βαρβάκας εφύλαττε την θέσιν του ώς είχον συμφωνήσει. xyxy=(1144,310,1402,387)
clinic-doctor-name: ΚΩΝΣΤΑΝΤΙΝΟΥ ΦΟΡΤΟΥΝΑ xyxy=(1163,1896,1443,1916)
gangs-text: Τηλεγράφημα έκ Βερολίνου αγγέλλει, ότι η «Ημερησία πληροφορείται, ότι έν Μακεδονία κατάρτισε επιδεινωθή η κατάστασις. Καθημερινώς αναφαίνονται συμμορίαι, τα δε τουρκικά στρατεύματα συγκεντρούνται έν νέω προς τα βουλγαρικά σύνορα. xyxy=(88,1437,342,1545)
hair-dye-heading: ΤΟ ΓΙΑΤΡΟ 'ΕΥΡΗΚΑ' xyxy=(664,1498,822,1513)
english-ad-text: Εν Αγγλία λαχειοφόροι έπί διετίαν ειλικρινώς αμερικανικής μεθόδου και αναγνωρίσεως τεχνητών και δικαίου. Σημειώνεται μετά της ταχύτητος, αναγνωρίσεως της υγείας. Το έπιπλον ευρίσκεται παρά τω κ. Λευτίνω Ευρυπίδου, Βουλιάς 4Α. xyxy=(880,1203,1134,1311)
serial-subheading: ΤΟ ΑΘΑΝΑΤΟΝ ΙΣΤΟΡΙΚΟΝ ΑΝΑΓΝΩΣΜΑ xyxy=(1171,256,1375,287)
rental-item-label: Άνω πάτωμα xyxy=(1432,589,1508,603)
clinic-text: Θεραπεύονται ριζικώς, ανωδύνως και ταχέως άπαντα τ' ανωτέρω νοσήματα και η χρονιωτάτη βλεννόρροια, διά των νεωτάτων και τελειοτάτων εργαλείων και θεραπευτικών μέσων των διασημοτέρων ειδικολόγων Fournier, Finger, Guyon, Albaran κλπ. Θεραπευτήριον έν είδει τα των μεγαλυτέρων ειδικών θεραπευτηρίων της Ευρώπης. xyxy=(1058,1933,1548,2007)
furniture-text: Ευρίσκονται κρεβατοκάμαρα και τραπεζαρία πλήρης εις τιμάς συναγωνισμού. Επίσης αναλαμβάνει παραγγελίας διά προίκας και πάσης φύσεως επίπλων με τελείαν εξασφάλισιν. xyxy=(1149,1322,1397,1415)
legal-notice-text-2: Ο Αριστείδης Δούρος κέκτηται Αθηνών έξέδοτο την 5 Νοεμβρίου 1903 την 100 ιδίων χρονολογίων και έξ αυτών 700 συναλλαγματικών ανταλλάξιμον εις την των λαχειοφόρων. xyxy=(1412,241,1612,325)
king-store-heading-2: ΣΤΟΥ ΒΑΣΙΛΕΙΟΥ xyxy=(943,831,1071,846)
villages-heading: ΑΙ ΜΕΤΑΣΤΑΣΕΙΣ ΤΩΝ ΧΩΡΙΩΝ xyxy=(363,1262,595,1278)
bad-weather-heading: Η ΚΑΚΟΚΑΙΡΙΑ xyxy=(668,918,818,939)
hair-dye-heading-2: ΗΜΟΝΗΒΑΦΗ ΤΡΙΧΩΝ xyxy=(631,1520,855,1540)
furniture-ad xyxy=(1144,1226,1402,1461)
night-subheading: ΟΙ ΑΜΕΡΙΚΑΝΟΙ ΝΑΥΤΑΙ xyxy=(650,503,836,518)
rental-item-value: 8 xyxy=(1599,589,1607,603)
